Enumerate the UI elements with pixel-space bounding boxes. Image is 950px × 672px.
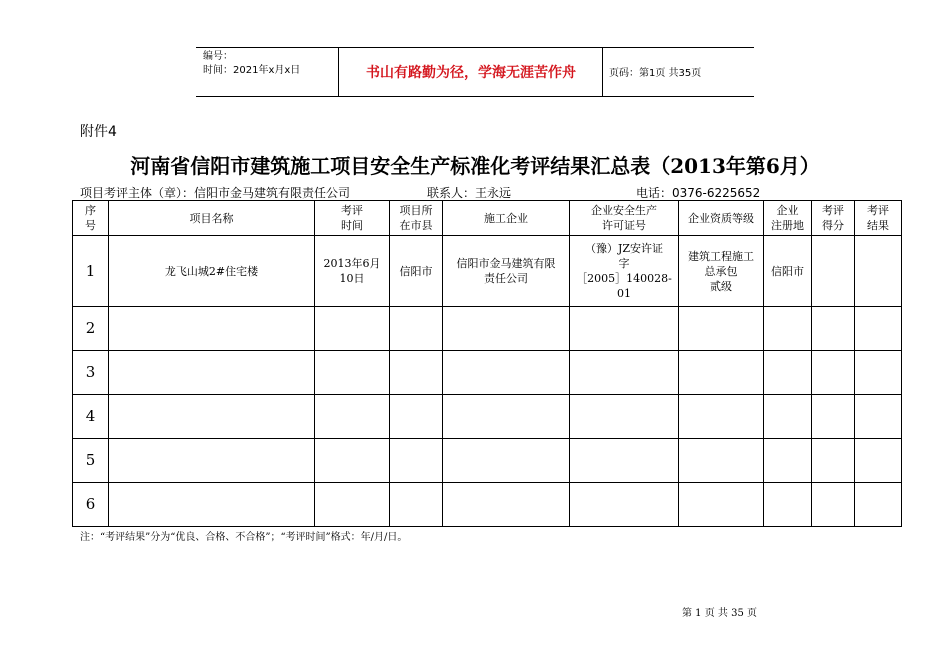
table-cell <box>443 351 570 395</box>
header-page-number: 页码：第1页 共35页 <box>609 68 702 79</box>
column-header: 考评 时间 <box>315 201 390 236</box>
header-motto: 书山有路勤为径，学海无涯苦作舟 <box>366 65 576 81</box>
table-cell <box>109 351 315 395</box>
table-cell <box>570 439 679 483</box>
table-cell <box>390 483 443 527</box>
evaluation-subject: 项目考评主体（章）：信阳市金马建筑有限责任公司 <box>80 186 351 200</box>
table-cell <box>855 395 902 439</box>
table-cell: 信阳市 <box>390 236 443 307</box>
table-cell <box>855 307 902 351</box>
table-cell <box>679 483 764 527</box>
table-cell <box>315 395 390 439</box>
column-header: 项目名称 <box>109 201 315 236</box>
header-time: 时间：2021年x月x日 <box>203 65 301 76</box>
table-row <box>73 351 902 395</box>
table-cell <box>764 351 812 395</box>
table-cell <box>443 307 570 351</box>
table-cell <box>764 307 812 351</box>
table-cell <box>390 351 443 395</box>
table-cell <box>812 236 855 307</box>
table-cell <box>855 351 902 395</box>
column-header: 企业资质等级 <box>679 201 764 236</box>
column-header: 考评 结果 <box>855 201 902 236</box>
table-cell: 信阳市 <box>764 236 812 307</box>
table-cell: 龙飞山城2#住宅楼 <box>109 236 315 307</box>
table-cell <box>109 483 315 527</box>
table-cell <box>764 483 812 527</box>
row-number: 4 <box>73 395 109 439</box>
table-cell <box>812 483 855 527</box>
table-cell <box>570 395 679 439</box>
table-cell <box>443 439 570 483</box>
table-cell <box>315 483 390 527</box>
row-number: 1 <box>73 236 109 307</box>
column-header: 企业安全生产 许可证号 <box>570 201 679 236</box>
column-header: 施工企业 <box>443 201 570 236</box>
table-cell <box>570 351 679 395</box>
header-divider-right <box>602 47 603 96</box>
header-meta <box>203 50 300 78</box>
table-cell <box>443 483 570 527</box>
table-cell: （豫）JZ安许证 字 ［2005］140028- 01 <box>570 236 679 307</box>
table-cell: 信阳市金马建筑有限 责任公司 <box>443 236 570 307</box>
table-row <box>73 483 902 527</box>
row-number: 2 <box>73 307 109 351</box>
table-cell <box>315 307 390 351</box>
attachment-label: 附件4 <box>80 124 117 140</box>
table-cell <box>570 307 679 351</box>
column-header: 企业 注册地 <box>764 201 812 236</box>
table-cell <box>109 307 315 351</box>
table-row <box>73 307 902 351</box>
table-row <box>73 439 902 483</box>
header-bottom-rule <box>196 96 754 97</box>
table-cell <box>679 395 764 439</box>
table-cell <box>812 439 855 483</box>
table-cell: 建筑工程施工 总承包 贰级 <box>679 236 764 307</box>
header-divider-left <box>338 47 339 96</box>
row-number: 3 <box>73 351 109 395</box>
table-cell <box>679 307 764 351</box>
table-cell <box>764 395 812 439</box>
table-row <box>73 395 902 439</box>
document-title: 河南省信阳市建筑施工项目安全生产标准化考评结果汇总表（2013年第6月） <box>130 154 820 178</box>
table-cell <box>390 307 443 351</box>
table-cell: 2013年6月 10日 <box>315 236 390 307</box>
table-cell <box>812 351 855 395</box>
table-cell <box>443 395 570 439</box>
table-cell <box>812 395 855 439</box>
summary-table <box>72 200 902 527</box>
table-cell <box>109 395 315 439</box>
table-cell <box>315 351 390 395</box>
table-cell <box>390 439 443 483</box>
table-cell <box>679 439 764 483</box>
table-cell <box>855 236 902 307</box>
contact-phone: 电话：0376-6225652 <box>636 186 761 200</box>
table-cell <box>570 483 679 527</box>
table-header-row <box>73 201 902 236</box>
table-row <box>73 236 902 307</box>
column-header: 序 号 <box>73 201 109 236</box>
table-note: 注：“考评结果”分为“优良、合格、不合格”；“考评时间”格式：年/月/日。 <box>80 532 408 543</box>
table-cell <box>390 395 443 439</box>
column-header: 项目所 在市县 <box>390 201 443 236</box>
table-cell <box>109 439 315 483</box>
page-footer: 第 1 页 共 35 页 <box>682 608 757 619</box>
row-number: 6 <box>73 483 109 527</box>
table-cell <box>764 439 812 483</box>
table-cell <box>315 439 390 483</box>
table-cell <box>812 307 855 351</box>
table-cell <box>679 351 764 395</box>
contact-person: 联系人：王永远 <box>427 186 512 200</box>
table-cell <box>855 483 902 527</box>
header-number: 编号： <box>203 51 233 62</box>
column-header: 考评 得分 <box>812 201 855 236</box>
table-cell <box>855 439 902 483</box>
row-number: 5 <box>73 439 109 483</box>
